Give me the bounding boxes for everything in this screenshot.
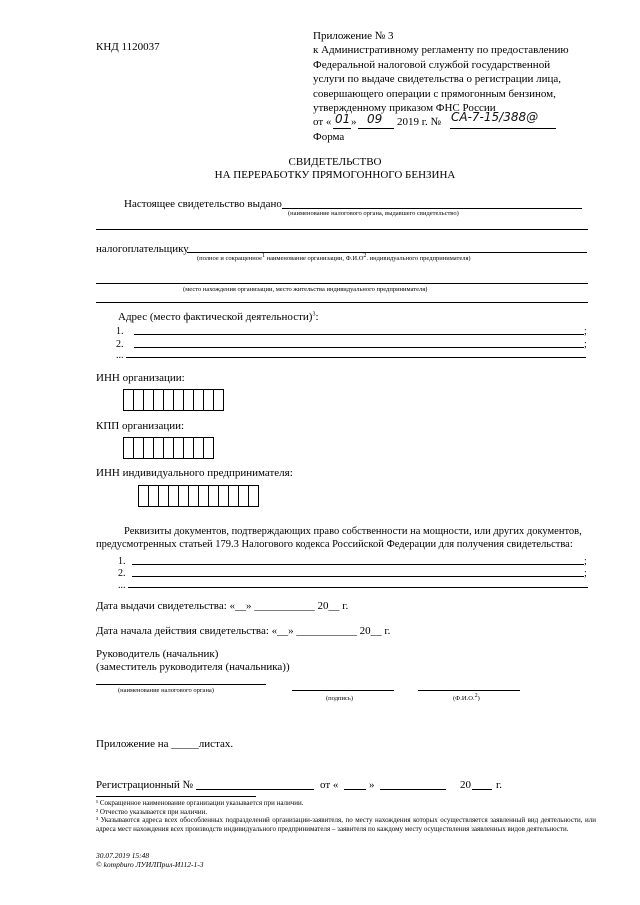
order-month: 09 [367,112,383,126]
digit-cell[interactable] [248,485,259,507]
inn-org-cells[interactable] [123,389,223,411]
org-name-field[interactable] [96,684,266,685]
signature-caption: (подпись) [326,695,353,702]
kpp-org-cells[interactable] [123,437,213,459]
requisites-item-more: ... [118,580,126,591]
address-item-2-field[interactable] [134,347,584,348]
registration-month-field[interactable] [380,789,446,790]
taxpayer-field-2[interactable] [96,283,588,284]
taxpayer-label: налогоплательщику [96,243,189,255]
print-date: 30.07.2019 15:48 [96,851,150,860]
signature-field[interactable] [292,690,394,691]
order-year: 2019 г. № [397,116,442,128]
registration-number-field[interactable] [196,789,314,790]
doc-subtitle: НА ПЕРЕРАБОТКУ ПРЯМОГОННОГО БЕНЗИНА [214,169,456,181]
print-code: © kompburo ЛУИЛПрил-И112-1-3 [96,860,204,869]
order-mid: » [351,116,357,128]
start-date[interactable]: Дата начала действия свидетельства: «__» ___________ 20__ г. [96,625,391,637]
requisites-item-1-num: 1. [118,556,126,567]
doc-title: СВИДЕТЕЛЬСТВО [288,156,382,168]
issue-date[interactable]: Дата выдачи свидетельства: «__» ___________ 20__ г. [96,600,349,612]
address-label: Адрес (место фактической деятельности)$^3$: [118,311,319,323]
appendix-line: к Административному регламенту по предоставлению [313,44,569,56]
issued-by-caption: (наименование налогового органа, выдавшего свидетельство) [288,210,459,217]
address-item-more-field[interactable] [126,357,586,358]
requisites-item-2-num: 2. [118,568,126,579]
inn-org-label: ИНН организации: [96,372,185,384]
appendix-line: совершающего операции с прямогонным бензином, [313,87,556,100]
registration-year: 20 [460,779,471,791]
inn-ip-cells[interactable] [138,485,258,507]
requisites-line2: предусмотренных статьей 179.3 Налогового кодекса Российской Федерации для получения свидетельства: [96,539,573,550]
address-item-1-num: 1. [116,326,124,337]
inn-ip-label: ИНН индивидуального предпринимателя: [96,467,293,479]
registration-ot: от « [320,779,339,791]
appendix-title: Приложение № 3 [313,30,394,42]
head-title: Руководитель (начальник) [96,648,219,660]
location-field[interactable] [96,302,588,303]
appendix-line: Федеральной налоговой службой государственной [313,58,551,71]
attachment-note[interactable]: Приложение на _____листах. [96,738,234,750]
appendix-line: услуги по выдаче свидетельства о регистрации лица, [313,73,561,85]
fio-caption: (Ф.И.О.2) [453,693,480,703]
address-item-2-num: 2. [116,339,124,350]
appendix-line: утвержденному приказом ФНС России [313,102,496,114]
address-item-1-field[interactable] [134,334,584,335]
form-code: КНД 1120037 [96,41,160,53]
org-name-caption: (наименование налогового органа) [118,687,214,694]
requisites-line1: Реквизиты документов, подтверждающих право собственности на мощности, или других документов, [124,526,582,537]
footnote-separator [96,796,256,797]
issued-by-label: Настоящее свидетельство выдано [124,198,282,210]
address-item-more: ... [116,350,124,361]
kpp-org-label: КПП организации: [96,420,185,432]
taxpayer-caption: (полное и сокращенное1 наименование организации, Ф.И.О2. индивидуального предпринимателя) [197,253,471,263]
digit-cell[interactable] [213,389,224,411]
footnote-3: ³ Указываются адреса всех обособленных подразделений организации-заявителя, по месту нахождения которых осуществляется заявленный вид деятельности, или адреса мест нахождения всех производств индивидуального предпринимателя – заявителя по каждому месту осуществления заявленных видов деятельности. [96,816,596,833]
issued-by-field-2[interactable] [96,229,588,230]
issued-by-field[interactable] [282,208,582,209]
deputy-title: (заместитель руководителя (начальника)) [96,661,290,673]
requisites-item-1-field[interactable] [132,564,584,565]
registration-label: Регистрационный № [96,779,194,791]
registration-year-field[interactable] [472,789,492,790]
order-number: СА-7-15/388@ [451,110,539,124]
appendix-lines [313,43,569,116]
fio-field[interactable] [418,690,520,691]
requisites-item-more-field[interactable] [128,587,588,588]
order-prefix: от « [313,116,332,128]
footnote-2: ² Отчество указывается при наличии. [96,807,208,816]
registration-day-field[interactable] [344,789,366,790]
footnotes [96,799,596,833]
requisites-item-2-field[interactable] [132,576,584,577]
footnote-1: ¹ Сокращенное наименование организации указывается при наличии. [96,799,304,807]
form-label: Форма [313,131,345,143]
order-day: 01 [335,112,351,126]
digit-cell[interactable] [203,437,214,459]
location-caption: (место нахождения организации, место жительства индивидуального предпринимателя) [183,286,428,293]
